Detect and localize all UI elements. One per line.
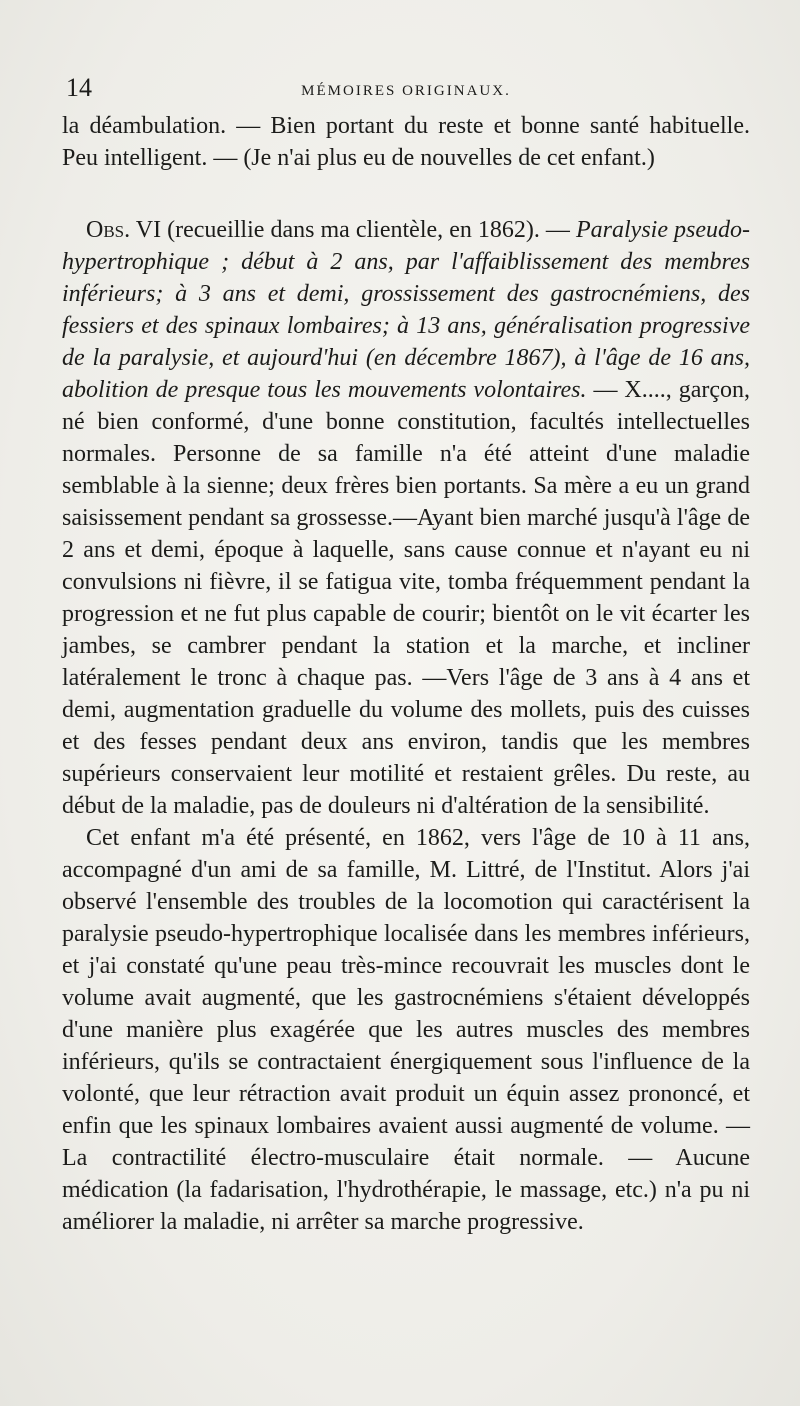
observation-label: Obs. VI: [86, 217, 162, 243]
paragraph-continuation: la déambulation. — Bien portant du reste et bonne santé habituelle. Peu intelligent. — (Je n'ai plus eu de nouvelles de cet enfant.): [62, 113, 750, 171]
observation-summary: Paralysie pseudo-hypertrophique ; début à 2 ans, par l'affaiblissement des membres inférieurs; à 3 ans et demi, grossissement des gastrocnémiens, des fessiers et des spinaux lombaires; à 13 ans, généralisation progressive de la paralysie, et aujourd'hui (en décembre 1867), à l'âge de 16 ans, abolition de presque tous les mouvements volontaires.: [62, 217, 751, 403]
paragraph-presentation: Cet enfant m'a été présenté, en 1862, vers l'âge de 10 à 11 ans, accompagné d'un ami de sa famille, M. Littré, de l'Institut. Alors j'ai observé l'ensemble des troubles de la locomotion qui caractérisent la paralysie pseudo-hypertrophique localisée dans les membres inférieurs, et j'ai constaté qu'une peau très-mince recouvrait les muscles dont le volume avait augmenté, que les gastrocnémiens s'étaient développés d'une manière plus exagérée que les autres muscles des membres inférieurs, qu'ils se contractaient énergiquement sous l'influence de la volonté, que leur rétraction avait produit un équin assez prononcé, et enfin que les spinaux lombaires avaient aussi augmenté de volume. — La contractilité électro-musculaire était normale. — Aucune médication (la fadarisation, l'hydrothérapie, le massage, etc.) n'a pu ni améliorer la maladie, ni arrêter sa marche progressive.: [62, 825, 750, 1235]
observation-source: (recueillie dans ma clientèle, en 1862). —: [167, 217, 570, 243]
page-header: [62, 74, 750, 104]
observation-paragraph: [62, 214, 750, 822]
body-text: [62, 110, 750, 1238]
running-title: MÉMOIRES ORIGINAUX.: [301, 83, 511, 99]
page-number: 14: [66, 73, 92, 102]
observation-body: — X...., garçon, né bien conformé, d'une bonne constitution, facultés intellectuelles normales. Personne de sa famille n'a été atteint d'une maladie semblable à la sienne; deux frères bien portants. Sa mère a eu un grand saisissement pendant sa grossesse.—Ayant bien marché jusqu'à l'âge de 2 ans et demi, époque à laquelle, sans cause connue et n'ayant eu ni convulsions ni fièvre, il se fatigua vite, tomba fréquemment pendant la progression et ne fut plus capable de courir; bientôt on le vit écarter les jambes, se cambrer pendant la station et la marche, et incliner latéralement le tronc à chaque pas. —Vers l'âge de 3 ans à 4 ans et demi, augmentation graduelle du volume des mollets, puis des cuisses et des fesses pendant deux ans environ, tandis que les membres supérieurs conservaient leur motilité et restaient grêles. Du reste, au début de la maladie, pas de douleurs ni d'altération de la sensibilité.: [62, 377, 750, 819]
